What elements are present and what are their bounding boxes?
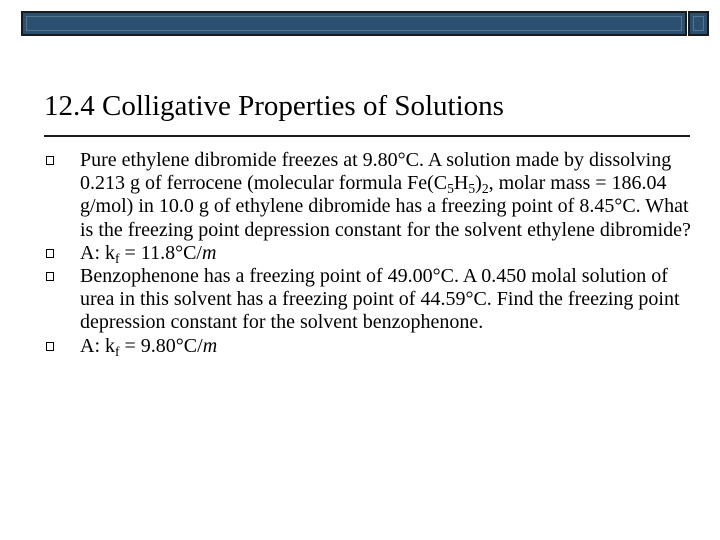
hollow-square-bullet-icon xyxy=(46,272,54,281)
bullet-list xyxy=(44,149,694,358)
hollow-square-bullet-icon xyxy=(46,342,54,351)
hollow-square-bullet-icon xyxy=(46,249,54,258)
title-divider xyxy=(44,135,690,137)
answer-1-text: A: $k_f = 11.8^\circ C/m$ xyxy=(80,241,217,266)
list-item-answer-1 xyxy=(44,242,694,265)
list-item-question-2 xyxy=(44,265,694,335)
question-1-text: Pure ethylene dibromide freezes at 9.80°C. A solution made by dissolving 0.213 g of ferrocene (molecular formula $Fe(C_5H_5)_2$, molar mass = 186.04 g/mol) in 10.0 g of ethylene dibromide has a freezing point of 8.45°C. What is the freezing point depression constant for the solvent ethylene dibromide? xyxy=(80,149,691,241)
answer-2-text: A: $k_f = 9.80^\circ C/m$ xyxy=(80,334,218,359)
top-decorative-box xyxy=(688,11,709,36)
top-decorative-bar xyxy=(21,11,687,36)
hollow-square-bullet-icon xyxy=(46,156,54,165)
question-2-text: Benzophenone has a freezing point of 49.00°C. A 0.450 molal solution of urea in this solvent has a freezing point of 44.59°C. Find the freezing point depression constant for the solvent benzophenone. xyxy=(80,265,680,334)
slide-title: 12.4 Colligative Properties of Solutions xyxy=(44,90,504,122)
list-item-question-1 xyxy=(44,149,694,242)
list-item-answer-2 xyxy=(44,335,694,358)
